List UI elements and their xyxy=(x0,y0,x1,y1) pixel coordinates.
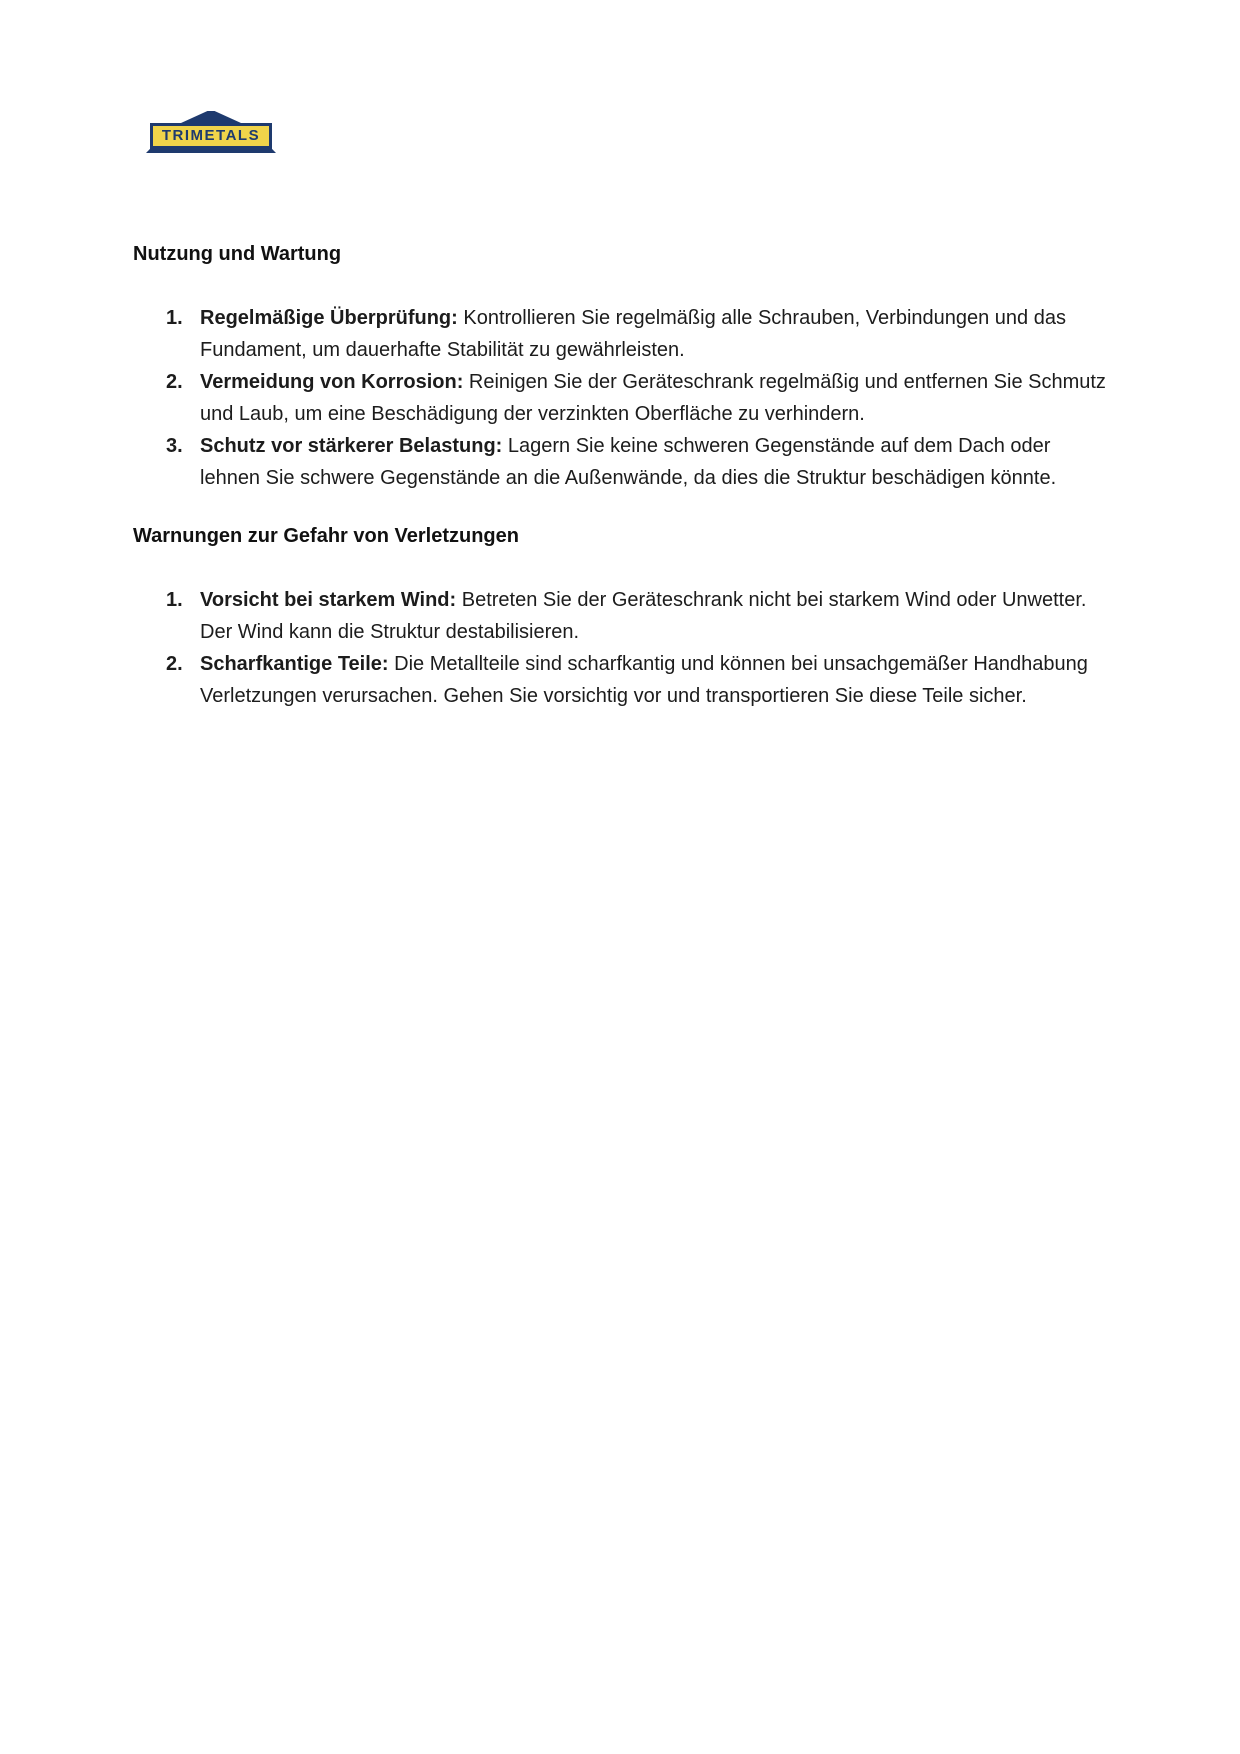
list-item-text: Betreten Sie der Geräteschrank nicht bei starkem Wind oder Unwetter. Der Wind kann die Struktur destabilisieren. xyxy=(200,589,1087,643)
logo-roof-icon xyxy=(181,111,241,123)
list-item-lead: Schutz vor stärkerer Belastung: xyxy=(200,435,503,457)
warnings-list xyxy=(133,584,1109,712)
section-heading-warnungen: Warnungen zur Gefahr von Verletzungen xyxy=(133,525,519,547)
logo-wordmark: TRIMETALS xyxy=(150,123,272,149)
list-item-lead: Vorsicht bei starkem Wind: xyxy=(200,589,457,611)
trimetals-logo xyxy=(150,111,272,153)
logo-base-bar xyxy=(146,149,276,153)
list-item xyxy=(133,648,1109,712)
list-number: 2. xyxy=(166,653,183,675)
maintenance-list xyxy=(133,302,1109,494)
list-item-lead: Regelmäßige Überprüfung: xyxy=(200,307,458,329)
list-item-text: Lagern Sie keine schweren Gegenstände auf dem Dach oder lehnen Sie schwere Gegenstände an die Außenwände, da dies die Struktur beschädigen könnte. xyxy=(200,435,1057,489)
list-item-text: Reinigen Sie der Geräteschrank regelmäßig und entfernen Sie Schmutz und Laub, um eine Beschädigung der verzinkten Oberfläche zu verhindern. xyxy=(200,371,1106,425)
list-item-text: Die Metallteile sind scharfkantig und können bei unsachgemäßer Handhabung Verletzungen verursachen. Gehen Sie vorsichtig vor und transportieren Sie diese Teile sicher. xyxy=(200,653,1088,707)
list-item-text: Kontrollieren Sie regelmäßig alle Schrauben, Verbindungen und das Fundament, um dauerhafte Stabilität zu gewährleisten. xyxy=(200,307,1066,361)
document-body xyxy=(133,238,1109,738)
list-item xyxy=(133,430,1109,494)
list-number: 1. xyxy=(166,589,183,611)
list-item-lead: Scharfkantige Teile: xyxy=(200,653,389,675)
list-number: 1. xyxy=(166,307,183,329)
list-item xyxy=(133,366,1109,430)
list-number: 3. xyxy=(166,435,183,457)
list-item xyxy=(133,584,1109,648)
list-item-lead: Vermeidung von Korrosion: xyxy=(200,371,464,393)
list-number: 2. xyxy=(166,371,183,393)
section-heading-nutzung-und-wartung: Nutzung und Wartung xyxy=(133,243,342,265)
list-item xyxy=(133,302,1109,366)
